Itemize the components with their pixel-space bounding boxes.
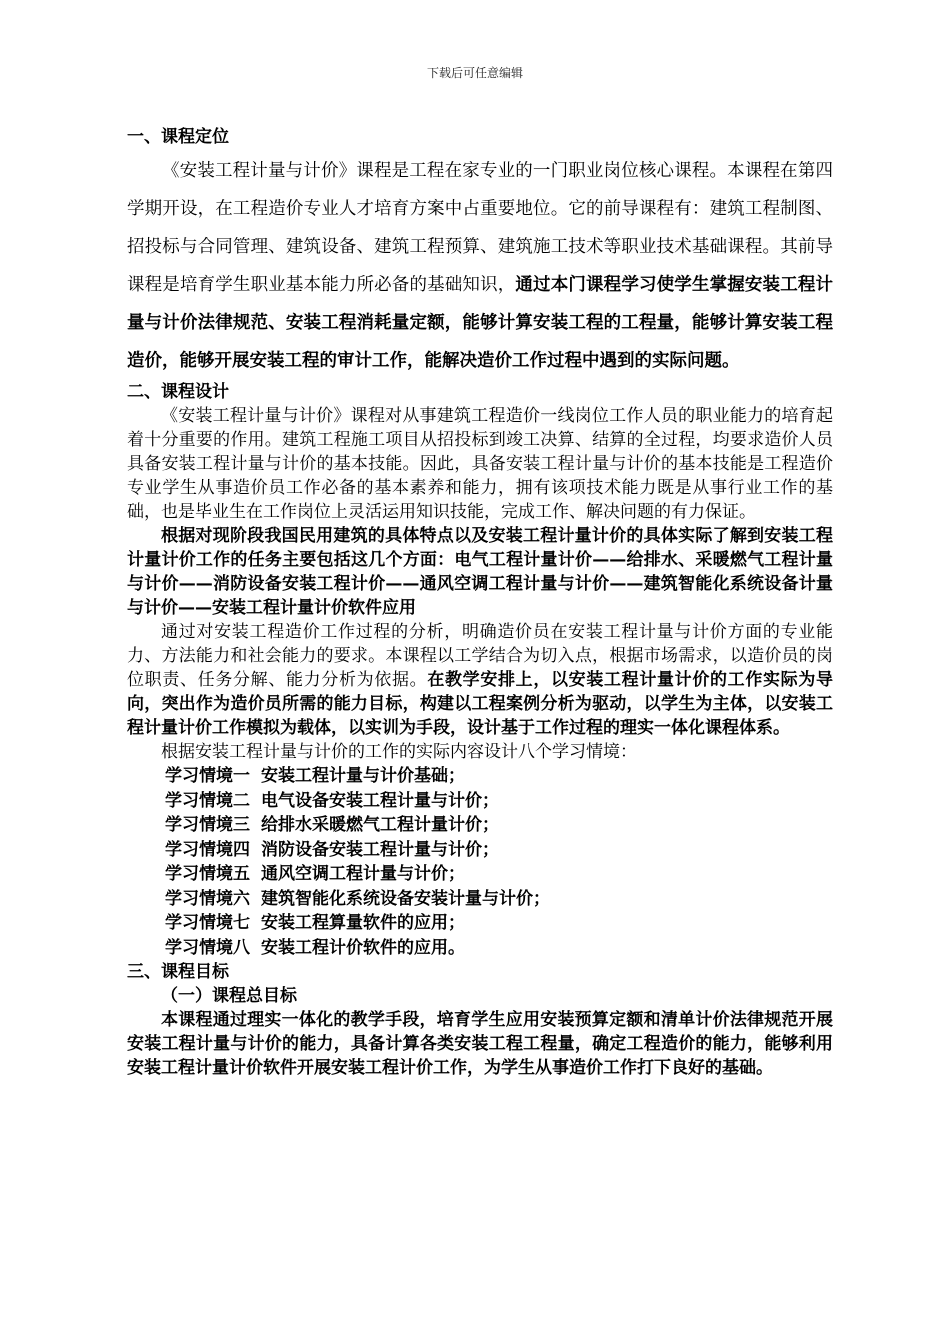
paragraph-design-2: 根据对现阶段我国民用建筑的具体特点以及安装工程计量计价的具体实际了解到安装工程计量计价工作的任务主要包括这几个方面：电气工程计量计价——给排水、采暖燃气工程计量与计价——消防设备安装工程计价——通风空调工程计量与计价——建筑智能化系统设备计量与计价——安装工程计量计价软件应用 (127, 526, 833, 618)
situation-text: 安装工程算量软件的应用； (261, 913, 465, 933)
list-item (127, 911, 833, 936)
section-title-2: 二、课程设计 (127, 382, 229, 402)
document-body (127, 122, 833, 1080)
situation-text: 安装工程计价软件的应用。 (261, 937, 465, 958)
situation-number: 学习情境三 (165, 815, 250, 835)
list-item (127, 838, 833, 863)
subsection-title: （一）课程总目标 (161, 986, 297, 1006)
list-item (127, 764, 833, 789)
situation-text: 电气设备安装工程计量与计价； (261, 790, 499, 811)
paragraph-bold-text: 在教学安排上，以安装工程计量计价的工作实际为导向，突出作为造价员所需的能力目标，构建以工程案例分析为驱动，以学生为主体，以安装工程计量计价工作模拟为载体，以实训为手段，设计基于工作过程的理实一体化课程体系。 (127, 670, 834, 738)
situation-number: 学习情境二 (165, 790, 250, 811)
paragraph-course-positioning (127, 152, 833, 380)
list-item (127, 789, 833, 814)
situation-text: 安装工程计量与计价基础； (261, 766, 465, 786)
list-item (127, 813, 833, 838)
section-title-1: 一、课程定位 (127, 127, 229, 147)
paragraph-design-4: 根据安装工程计量与计价的工作的实际内容设计八个学习情境： (161, 742, 637, 762)
situation-number: 学习情境七 (165, 913, 250, 933)
paragraph-design-3 (127, 620, 833, 740)
paragraph-normal-text: 通过对安装工程造价工作过程的分析，明确造价员在安装工程计量与计价方面的专业能力、方法能力和社会能力的要求。本课程以工学结合为切入点，根据市场需求，以造价员的岗位职责、任务分解、能力分析为依据。 (127, 622, 833, 690)
situation-number: 学习情境六 (165, 888, 250, 909)
paragraph-normal-text: 《安装工程计量与计价》课程是工程在家专业的一门职业岗位核心课程。本课程在第四学期开设，在工程造价专业人才培育方案中占重要地位。它的前导课程有：建筑工程制图、招投标与合同管理、建筑设备、建筑工程预算、建筑施工技术等职业技术基础课程。其前导课程是培育学生职业基本能力所必备的基础知识， (127, 161, 833, 295)
situation-text: 通风空调工程计量与计价； (261, 864, 465, 884)
list-item (127, 887, 833, 912)
situation-number: 学习情境一 (165, 766, 250, 786)
situation-number: 学习情境五 (165, 864, 250, 884)
page-header: 下载后可任意编辑 (426, 66, 523, 80)
section-title-3: 三、课程目标 (127, 962, 229, 982)
learning-situation-list (127, 764, 833, 960)
section-1-body (127, 152, 833, 380)
section-3-body (127, 1008, 833, 1080)
situation-number: 学习情境八 (165, 937, 250, 958)
situation-number: 学习情境四 (165, 839, 250, 860)
list-item (127, 862, 833, 887)
situation-text: 建筑智能化系统设备安装计量与计价； (261, 888, 550, 909)
situation-text: 消防设备安装工程计量与计价； (261, 839, 499, 860)
paragraph-bold-text: 通过本门课程学习使学生掌握安装工程计量与计价法律规范、安装工程消耗量定额，能够计算安装工程的工程量，能够计算安装工程造价，能够开展安装工程的审计工作，能解决造价工作过程中遇到的实际问题。 (127, 275, 834, 371)
paragraph-goal: 本课程通过理实一体化的教学手段，培育学生应用安装预算定额和清单计价法律规范开展安装工程计量与计价的能力，具备计算各类安装工程工程量，确定工程造价的能力，能够利用安装工程计量计价软件开展安装工程计价工作，为学生从事造价工作打下良好的基础。 (127, 1010, 833, 1078)
list-item (127, 936, 833, 961)
situation-text: 给排水采暖燃气工程计量计价； (261, 815, 499, 835)
paragraph-design-1: 《安装工程计量与计价》课程对从事建筑工程造价一线岗位工作人员的职业能力的培育起着十分重要的作用。建筑工程施工项目从招投标到竣工决算、结算的全过程，均要求造价人员具备安装工程计量与计价的基本技能。因此，具备安装工程计量与计价的基本技能是工程造价专业学生从事造价员工作必备的基本素养和能力，拥有该项技术能力既是从事行业工作的基础，也是毕业生在工作岗位上灵活运用知识技能，完成工作、解决问题的有力保证。 (127, 406, 833, 522)
section-2-body (127, 404, 833, 764)
